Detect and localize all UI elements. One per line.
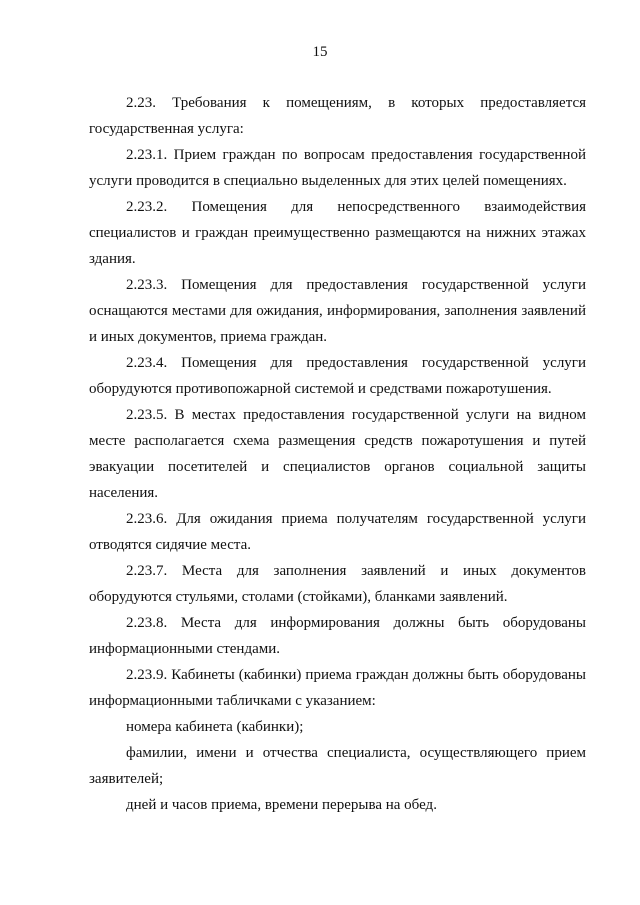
page-number: 15 bbox=[312, 44, 328, 60]
paragraph-2-23-7: 2.23.7. Места для заполнения заявлений и иных документов оборудуются стульями, столами (стойками), бланками заявлений. bbox=[89, 563, 586, 605]
paragraph-2-23-8: 2.23.8. Места для информирования должны быть оборудованы информационными стендами. bbox=[89, 615, 586, 657]
document-body bbox=[89, 90, 586, 818]
paragraph-2-23: 2.23. Требования к помещениям, в которых предоставляется государственная услуга: bbox=[89, 95, 586, 137]
list-item-room-number: номера кабинета (кабинки); bbox=[126, 719, 304, 735]
paragraph-2-23-1: 2.23.1. Прием граждан по вопросам предоставления государственной услуги проводится в специально выделенных для этих целей помещениях. bbox=[89, 147, 586, 189]
list-item-reception-hours: дней и часов приема, времени перерыва на обед. bbox=[126, 797, 437, 813]
paragraph-2-23-5: 2.23.5. В местах предоставления государственной услуги на видном месте располагается схема размещения средств пожаротушения и путей эвакуации посетителей и специалистов органов социальной защиты населения. bbox=[89, 407, 586, 501]
paragraph-2-23-4: 2.23.4. Помещения для предоставления государственной услуги оборудуются противопожарной системой и средствами пожаротушения. bbox=[89, 355, 586, 397]
paragraph-2-23-3: 2.23.3. Помещения для предоставления государственной услуги оснащаются местами для ожидания, информирования, заполнения заявлений и иных документов, приема граждан. bbox=[89, 277, 586, 345]
paragraph-2-23-6: 2.23.6. Для ожидания приема получателям государственной услуги отводятся сидячие места. bbox=[89, 511, 586, 553]
list-item-specialist-name: фамилии, имени и отчества специалиста, осуществляющего прием заявителей; bbox=[89, 745, 586, 787]
paragraph-2-23-2: 2.23.2. Помещения для непосредственного взаимодействия специалистов и граждан преимущественно размещаются на нижних этажах здания. bbox=[89, 199, 586, 267]
paragraph-2-23-9: 2.23.9. Кабинеты (кабинки) приема граждан должны быть оборудованы информационными табличками с указанием: bbox=[89, 667, 586, 709]
